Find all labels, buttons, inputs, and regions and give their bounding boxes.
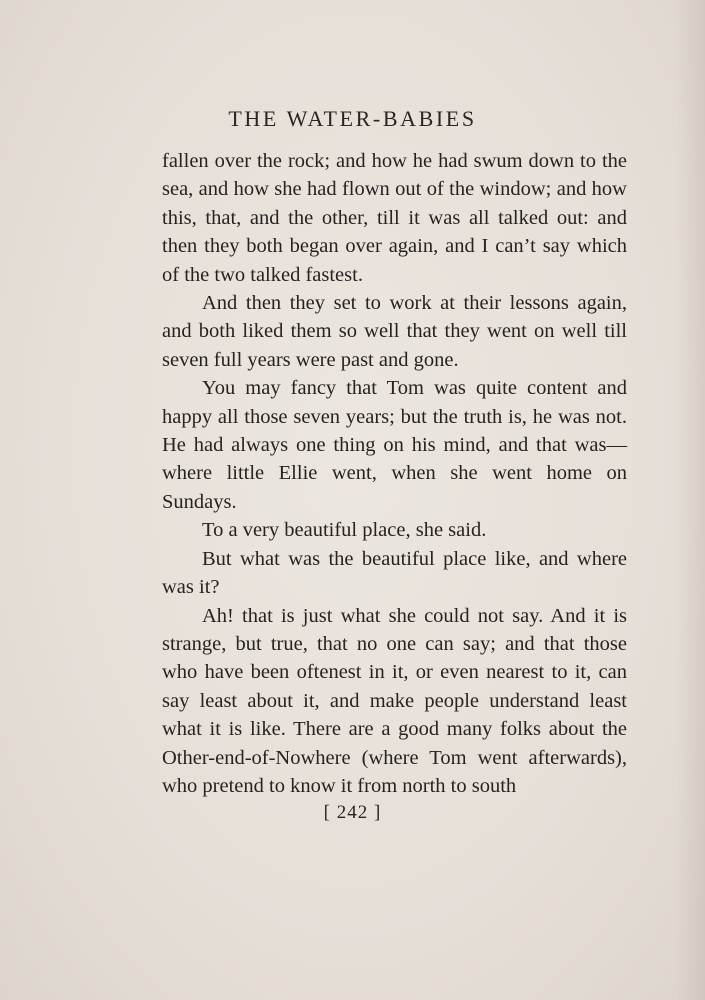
running-head: THE WATER-BABIES [228,106,477,131]
paragraph: And then they set to work at their lessons again, and both liked them so well that they went on well till seven full years were past and gone. [162,292,627,371]
paragraph: To a very beautiful place, she said. [202,519,487,542]
paragraph: Ah! that is just what she could not say. And it is strange, but true, that no one can say; and that those who have been oftenest in it, or even nearest to it, can say least about it, and make people understand least what it is like. There are a good many folks about the Other-end-of-Nowhere (where Tom went afterwards), who pretend to know it from north to south [162,604,627,797]
paragraph-continuation: fallen over the rock; and how he had swum down to the sea, and how she had flown out of the window; and how this, that, and the other, till it was all talked out: and then they both began over again, and I can’t say which of the two talked fastest. [162,150,627,286]
paragraph: But what was the beautiful place like, and where was it? [162,547,627,599]
body-text [162,147,627,800]
page-number: [ 242 ] [323,802,382,823]
page-edge-shadow [675,0,705,1000]
paragraph: You may fancy that Tom was quite content and happy all those seven years; but the truth is, he was not. He had always one thing on his mind, and that was—where little Ellie went, when she went home on Sundays. [162,377,627,513]
